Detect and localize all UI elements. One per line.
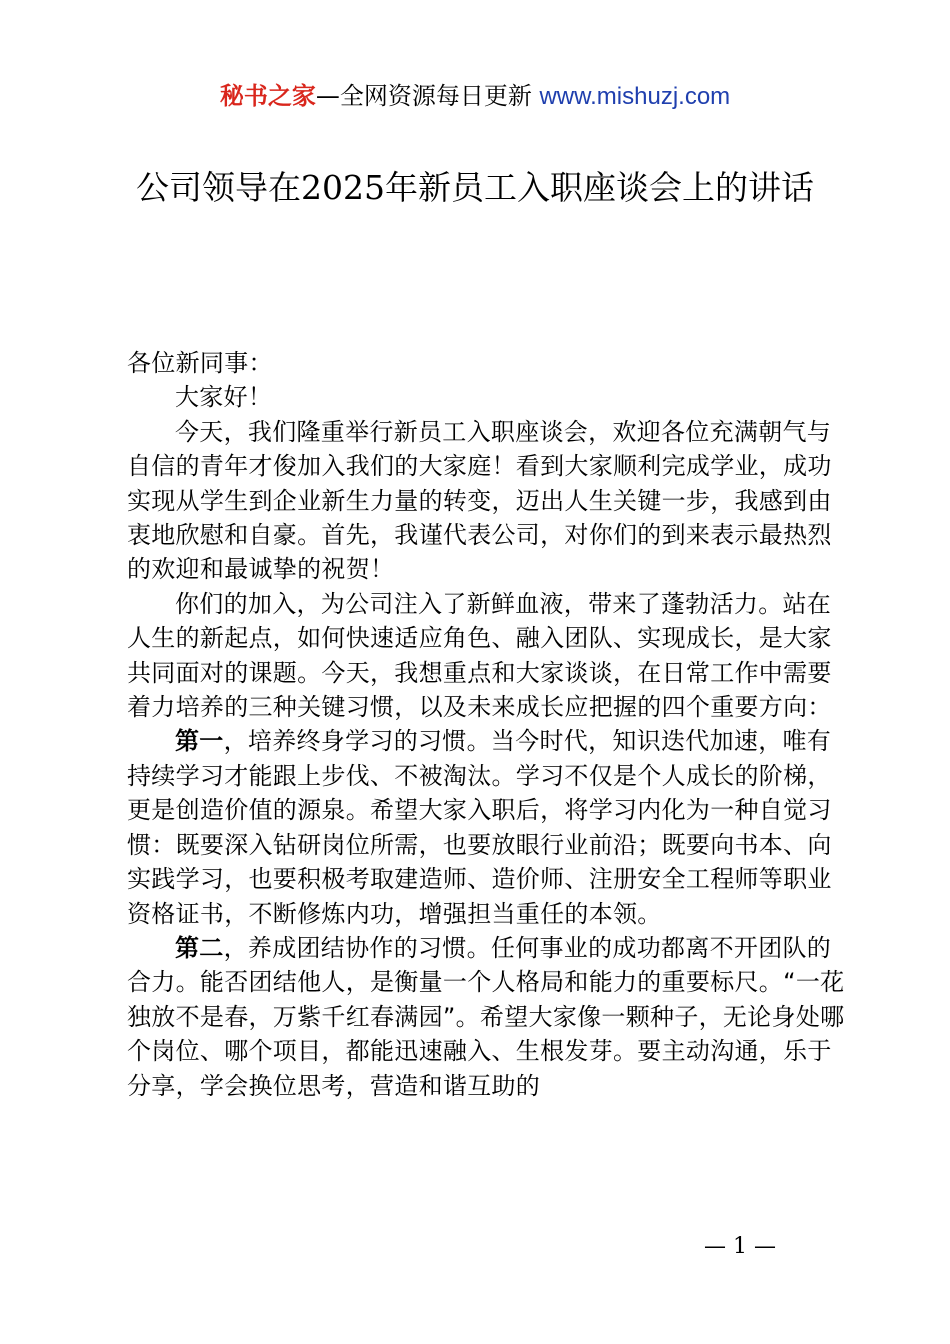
paragraph-intro: 你们的加入，为公司注入了新鲜血液，带来了蓬勃活力。站在人生的新起点，如何快速适应角色、融入团队、实现成长，是大家共同面对的课题。今天，我想重点和大家谈谈，在日常工作中需要着力培养的三种关键习惯，以及未来成长应把握的四个重要方向：	[127, 589, 832, 722]
document-title: 公司领导在2025年新员工入职座谈会上的讲话	[136, 168, 814, 207]
page-number: — 1 —	[704, 1234, 776, 1259]
header-slogan: —全网资源每日更新	[315, 82, 532, 110]
point-two-text: ，养成团结协作的习惯。任何事业的成功都离不开团队的合力。能否团结他人，是衡量一个人格局和能力的重要标尺。“一花独放不是春，万紫千红春满园”。希望大家像一颗种子，无论身处哪个岗位、哪个项目，都能迅速融入、生根发芽。要主动沟通，乐于分享，学会换位思考，营造和谐互助的	[127, 933, 845, 1100]
point-one-paragraph	[127, 724, 847, 930]
brand-name: 秘书之家	[219, 82, 316, 110]
greeting: 大家好！	[175, 383, 273, 412]
site-header	[0, 80, 950, 113]
point-two-paragraph	[127, 931, 847, 1103]
salutation: 各位新同事：	[127, 349, 273, 377]
point-one-lead: 第一	[175, 727, 224, 756]
site-url-link[interactable]: www.mishuzj.com	[539, 83, 731, 110]
paragraph-welcome: 今天，我们隆重举行新员工入职座谈会，欢迎各位充满朝气与自信的青年才俊加入我们的大家庭！看到大家顺利完成学业，成功实现从学生到企业新生力量的转变，迈出人生关键一步，我感到由衷地欣慰和自豪。首先，我谨代表公司，对你们的到来表示最热烈的欢迎和最诚挚的祝贺！	[127, 417, 832, 584]
point-one-text: ，培养终身学习的习惯。当今时代，知识迭代加速，唯有持续学习才能跟上步伐、不被淘汰。学习不仅是个人成长的阶梯，更是创造价值的源泉。希望大家入职后，将学习内化为一种自觉习惯：既要深入钻研岗位所需，也要放眼行业前沿；既要向书本、向实践学习，也要积极考取建造师、造价师、注册安全工程师等职业资格证书，不断修炼内功，增强担当重任的本领。	[127, 727, 832, 928]
point-two-lead: 第二	[175, 933, 224, 962]
document-body	[127, 346, 847, 1103]
